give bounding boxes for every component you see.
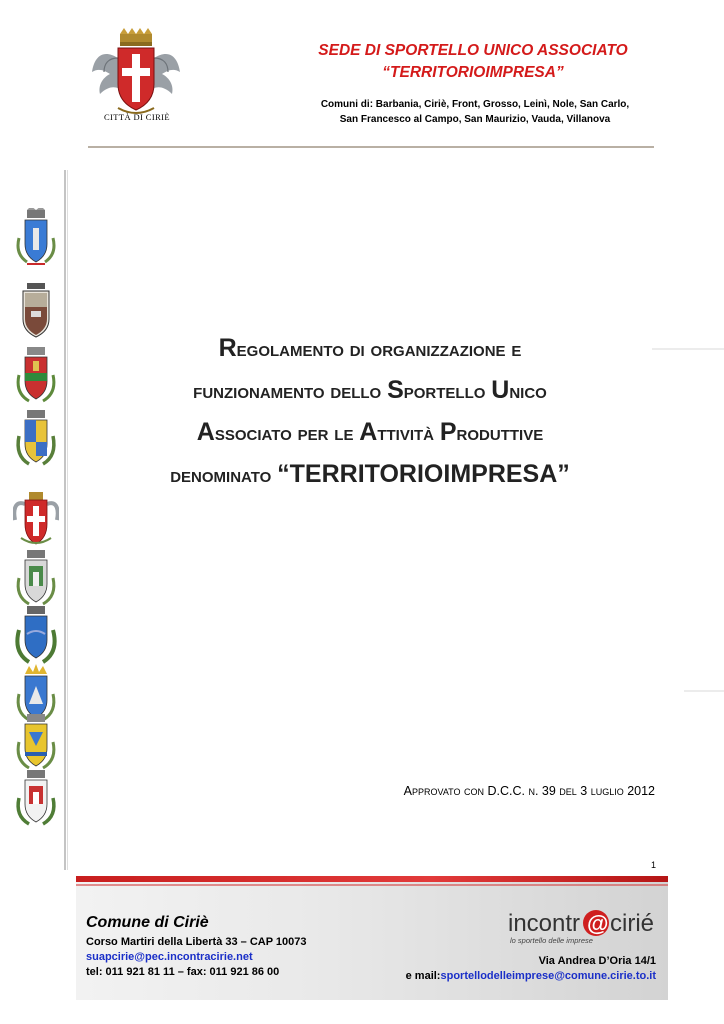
header-title (288, 40, 658, 84)
town-crest-icon (13, 345, 59, 405)
footer-stripe-thin (76, 884, 668, 886)
footer-address: Corso Martiri della Libertà 33 – CAP 10073 (86, 936, 307, 948)
header-towns-line2: San Francesco al Campo, San Maurizio, Vauda, Villanova (339, 114, 611, 125)
title-line-1 (100, 328, 640, 370)
title-text: roduttive (456, 422, 544, 445)
brand-tagline: lo sportello delle imprese (510, 936, 593, 945)
footer-street: Via Andrea D’Oria 14/1 (538, 955, 656, 967)
town-crest-icon (13, 712, 59, 772)
approval-note (330, 784, 655, 798)
city-crest-icon (88, 28, 184, 116)
approval-day: 3 (580, 784, 588, 798)
brand-left: incontr (508, 910, 581, 937)
page-number: 1 (650, 860, 656, 870)
title-initial: U (491, 376, 510, 404)
footer-email-line (406, 969, 656, 984)
approval-year: 2012 (627, 784, 655, 798)
title-text: egolamento di organizzazione e (236, 338, 522, 361)
brand-right: cirié (610, 910, 655, 937)
title-text: ssociato per le (214, 422, 360, 445)
title-initial: A (196, 418, 215, 446)
town-crest-icon (13, 768, 59, 828)
title-initial: S (387, 376, 404, 404)
footer-email-link[interactable]: sportellodelleimprese@comune.cirie.to.it (440, 970, 656, 982)
title-text: portello (403, 380, 492, 403)
header-title-line1: SEDE DI SPORTELLO UNICO ASSOCIATO (318, 42, 628, 59)
title-text: ttività (377, 422, 440, 445)
town-crest-icon (13, 281, 59, 341)
town-crest-icon (13, 408, 59, 468)
header-towns (296, 97, 654, 127)
approval-number: 39 (541, 784, 556, 798)
title-initial: R (218, 334, 237, 362)
title-text: funzionamento dello (193, 380, 388, 403)
footer-phone: tel: 011 921 81 11 – fax: 011 921 86 00 (86, 966, 280, 978)
footer-contact-right (406, 954, 656, 984)
header-title-line2: “TERRITORIOIMPRESA” (382, 64, 564, 81)
header-towns-line1: Comuni di: Barbania, Ciriè, Front, Grosso, Leinì, Nole, San Carlo, (320, 99, 630, 110)
approval-month: luglio (587, 784, 628, 798)
footer-banner (76, 876, 668, 1000)
town-crest-icon (13, 604, 59, 664)
footer-stripe (76, 876, 668, 882)
footer-email-prefix: e mail: (405, 970, 441, 982)
town-crest-icon (13, 208, 59, 268)
rail-divider (64, 170, 66, 870)
document-title (100, 328, 640, 496)
scan-mark (684, 690, 724, 692)
title-brand: “TERRITORIOIMPRESA” (277, 460, 570, 488)
title-line-2 (100, 370, 640, 412)
title-initial: A (359, 418, 378, 446)
approval-n: n. (524, 784, 542, 798)
title-line-3 (100, 412, 640, 454)
footer-pec-link[interactable]: suapcirie@pec.incontracirie.net (86, 951, 253, 963)
rail-divider-inner (67, 170, 68, 870)
incontracirie-logo (508, 905, 658, 949)
title-text: nico (509, 380, 547, 403)
city-label: CITTÀ DI CIRIÈ (103, 112, 171, 122)
footer-contact (86, 914, 307, 980)
title-initial: P (439, 418, 457, 446)
approval-del: del (555, 784, 581, 798)
title-line-4 (100, 454, 640, 496)
town-crest-icon (13, 490, 59, 550)
title-text: denominato (170, 464, 278, 487)
header-divider (88, 146, 654, 148)
approval-ref: D.C.C. (487, 784, 525, 798)
scan-mark (652, 348, 724, 350)
town-crest-icon (13, 548, 59, 608)
footer-office-name: Comune di Ciriè (86, 914, 209, 931)
brand-at: @ (587, 911, 609, 936)
approval-prefix: Approvato con (403, 784, 488, 798)
